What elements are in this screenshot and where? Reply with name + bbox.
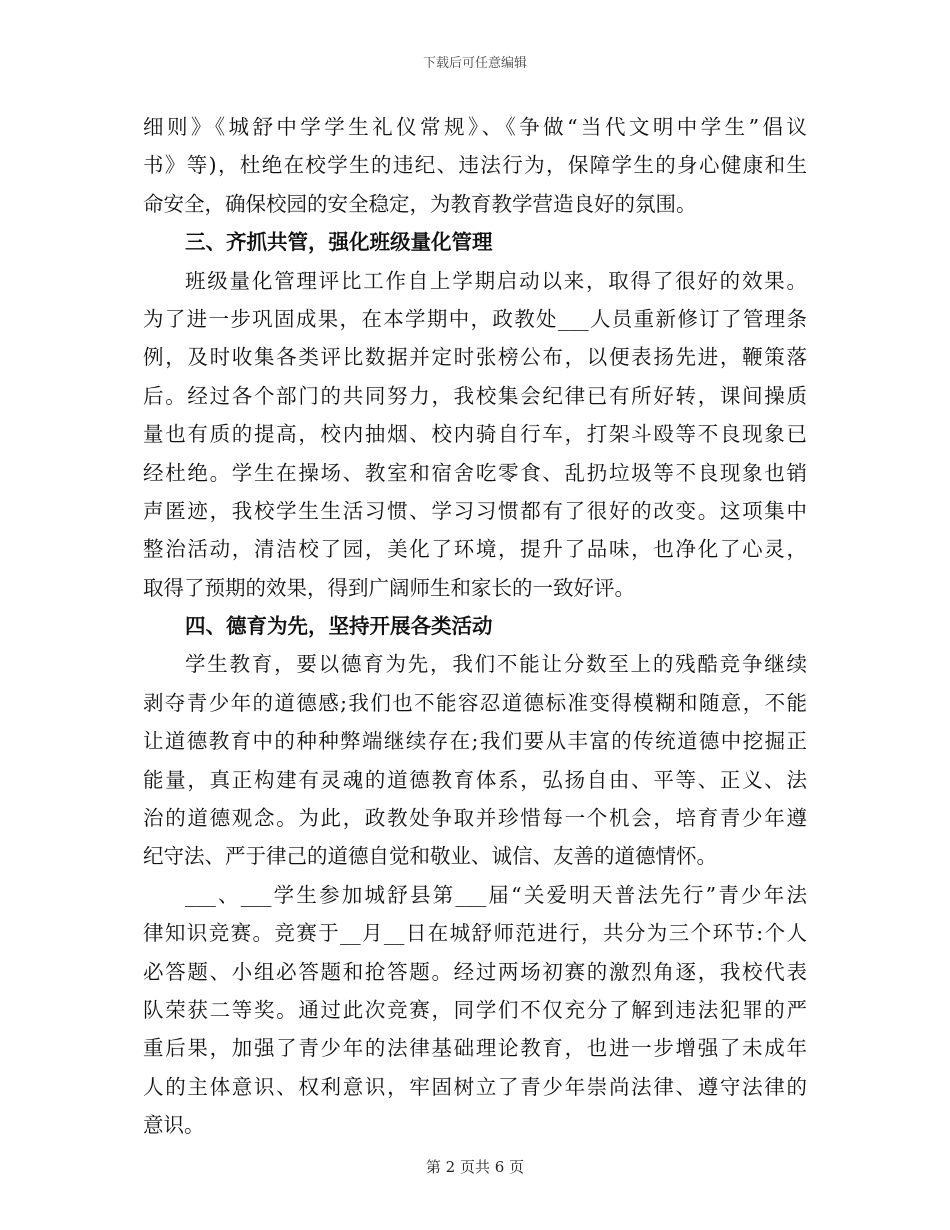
page-footer: 第 2 页共 6 页	[425, 1158, 525, 1176]
text-line: 必答题、小组必答题和抢答题。经过两场初赛的激烈角逐，我校代表	[143, 959, 807, 984]
section-heading: 四、德育为先，坚持开展各类活动	[185, 614, 493, 639]
text-line: 经杜绝。学生在操场、教室和宿舍吃零食、乱扔垃圾等不良现象也销	[143, 460, 807, 485]
text-line: 让道德教育中的种种弊端继续存在;我们要从丰富的传统道德中挖掘正	[143, 729, 807, 754]
text-line: 为了进一步巩固成果，在本学期中，政教处___人员重新修订了管理条	[143, 306, 807, 331]
text-line: 重后果，加强了青少年的法律基础理论教育，也进一步增强了未成年	[143, 1036, 807, 1061]
text-line: 律知识竞赛。竞赛于__月__日在城舒师范进行，共分为三个环节:个人	[143, 921, 807, 946]
text-line: 人的主体意识、权利意识，牢固树立了青少年崇尚法律、遵守法律的	[143, 1074, 807, 1099]
text-line: 书》等)，杜绝在校学生的违纪、违法行为，保障学生的身心健康和生	[143, 153, 807, 178]
text-line: 整治活动，清洁校了园，美化了环境，提升了品味，也净化了心灵，	[143, 537, 807, 562]
text-line: 细则》《城舒中学学生礼仪常规》、《争做“当代文明中学生”倡议	[143, 115, 807, 139]
text-line: 例，及时收集各类评比数据并定时张榜公布，以便表扬先进，鞭策落	[143, 345, 807, 370]
text-line: 班级量化管理评比工作自上学期启动以来，取得了很好的效果。	[185, 268, 807, 293]
text-line: 后。经过各个部门的共同努力，我校集会纪律已有所好转，课间操质	[143, 383, 807, 408]
text-line: 纪守法、严于律己的道德自觉和敬业、诚信、友善的道德情怀。	[143, 844, 717, 869]
section-heading: 三、齐抓共管，强化班级量化管理	[185, 230, 493, 255]
text-line: 意识。	[143, 1113, 205, 1138]
text-line: 命安全，确保校园的安全稳定，为教育教学营造良好的氛围。	[143, 191, 697, 216]
text-line: 取得了预期的效果，得到广阔师生和家长的一致好评。	[143, 575, 635, 600]
text-line: 量也有质的提高，校内抽烟、校内骑自行车，打架斗殴等不良现象已	[143, 422, 807, 447]
text-line: 学生教育，要以德育为先，我们不能让分数至上的残酷竞争继续	[185, 652, 807, 677]
text-line: ___、___学生参加城舒县第___届“关爱明天普法先行”青少年法	[185, 882, 807, 907]
text-line: 剥夺青少年的道德感;我们也不能容忍道德标准变得模糊和随意，不能	[143, 690, 807, 715]
document-body	[143, 108, 807, 1145]
text-line: 声匿迹，我校学生生活习惯、学习习惯都有了很好的改变。这项集中	[143, 498, 807, 523]
text-line: 能量，真正构建有灵魂的道德教育体系，弘扬自由、平等、正义、法	[143, 767, 807, 792]
text-line: 治的道德观念。为此，政教处争取并珍惜每一个机会，培育青少年遵	[143, 806, 807, 831]
page-header: 下载后可任意编辑	[422, 56, 527, 71]
text-line: 队荣获二等奖。通过此次竞赛，同学们不仅充分了解到违法犯罪的严	[143, 997, 807, 1022]
